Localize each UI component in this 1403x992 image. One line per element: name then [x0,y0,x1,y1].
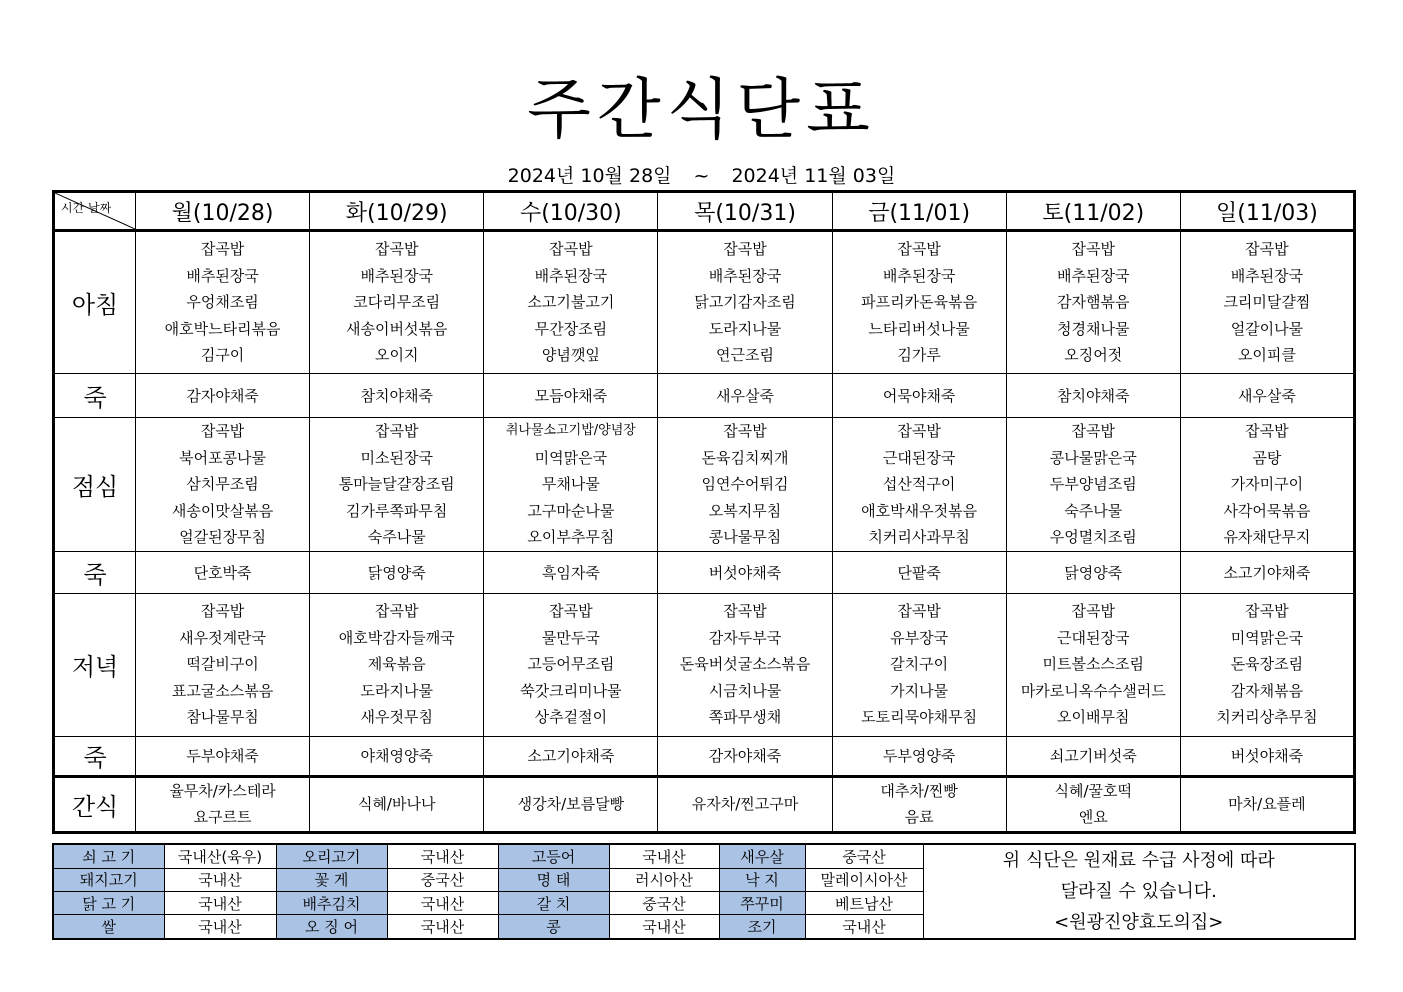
menu-item: 취나물소고기밥/양념장 [505,423,636,438]
menu-cell: 소고기야채죽 [484,736,658,776]
menu-cell: 어묵야채죽 [832,374,1006,418]
menu-item: 치커리상추무침 [1216,708,1318,727]
meal-label-porridge: 죽 [54,374,136,418]
menu-item: 김가루쪽파무침 [345,501,448,520]
menu-item: 생강차/보름달빵 [517,794,625,813]
menu-item: 잡곡밥 [549,240,593,259]
menu-cell: 닭영양죽 [1006,551,1180,593]
menu-cell: 흑임자죽 [484,551,658,593]
menu-cell [658,593,832,736]
menu-item: 콩나물맑은국 [1049,448,1137,467]
menu-item: 느타리버섯나물 [868,319,970,338]
menu-cell: 버섯야채죽 [658,551,832,593]
menu-item: 무채나물 [541,475,600,493]
menu-item: 무간장조림 [534,319,608,338]
row-snack [54,776,1355,832]
origin-ingredient: 오 징 어 [276,915,387,939]
menu-cell: 감자야채죽 [658,736,832,776]
menu-item: 배추된장국 [708,266,782,285]
origin-country: 국내산 [387,891,498,914]
menu-item: 엔요 [1078,808,1108,826]
menu-item: 식혜/바나나 [357,794,436,813]
menu-item: 가지나물 [890,681,949,700]
menu-item: 마카로니옥수수샐러드 [1020,681,1166,700]
start-date: 2024년 10월 28일 [507,165,672,187]
day-header: 화(10/29) [310,192,484,231]
menu-cell [832,418,1006,552]
menu-item: 잡곡밥 [897,602,941,621]
origin-ingredient: 낙 지 [719,868,805,891]
day-header: 월(10/28) [136,192,310,231]
row-lunch [54,418,1355,552]
menu-cell [832,776,1006,832]
menu-item: 김구이 [200,346,245,365]
origin-country: 중국산 [609,891,719,914]
row-breakfast-porridge [54,374,1355,418]
origin-country: 국내산 [387,844,498,868]
menu-item: 쪽파무생채 [708,708,782,727]
menu-item: 고등어무조림 [527,655,615,674]
menu-item: 식혜/꿀호떡 [1054,781,1133,800]
menu-cell [484,776,658,832]
menu-cell: 단호박죽 [136,551,310,593]
menu-item: 치커리사과무침 [868,528,970,546]
page-title: 주간식단표 [527,71,876,148]
menu-item: 표고굴소스볶음 [171,681,274,700]
origin-country: 국내산 [609,915,719,939]
menu-item: 갈치구이 [890,655,949,674]
row-dinner-porridge [54,736,1355,776]
menu-item: 미역맑은국 [534,448,608,467]
origin-ingredient: 오리고기 [276,844,387,868]
menu-item: 애호박감자들깨국 [338,628,455,647]
menu-item: 청경채나물 [1057,319,1130,338]
origin-country: 국내산 [164,915,276,939]
date-range [0,163,1403,189]
menu-item: 감자햄볶음 [1057,293,1130,312]
menu-item: 대추차/찐빵 [880,781,958,800]
origin-country: 국내산 [387,915,498,939]
menu-item: 파프리카돈육볶음 [861,293,978,312]
menu-item: 돈육버섯굴소스볶음 [679,655,811,674]
menu-item: 미역맑은국 [1230,628,1304,647]
menu-cell [1006,776,1180,832]
origin-country: 중국산 [805,844,923,868]
menu-item: 잡곡밥 [897,422,941,440]
origin-ingredient: 쌀 [53,915,164,939]
row-dinner [54,593,1355,736]
day-header: 일(11/03) [1180,192,1354,231]
day-header: 토(11/02) [1006,192,1180,231]
menu-cell [484,593,658,736]
menu-cell: 모듬야채죽 [484,374,658,418]
menu-cell [658,231,832,374]
origin-ingredient: 돼지고기 [53,868,164,891]
menu-cell [1180,231,1354,374]
corner-cell [54,192,136,231]
menu-cell: 감자야채죽 [136,374,310,418]
menu-item: 요구르트 [193,808,252,826]
menu-item: 잡곡밥 [1071,602,1116,621]
menu-item: 애호박새우젓볶음 [861,501,978,520]
notice-line: <원광진양효도의집> [1054,912,1224,933]
menu-item: 숙주나물 [367,528,426,546]
menu-cell: 새우살죽 [1180,374,1354,418]
origin-country: 국내산 [164,868,276,891]
menu-cell [658,776,832,832]
origin-country: 베트남산 [805,891,923,914]
menu-item: 오징어젓 [1064,346,1123,365]
origin-ingredient: 조기 [719,915,805,939]
row-breakfast [54,231,1355,374]
menu-item: 미소된장국 [360,448,433,467]
origin-country: 국내산 [609,844,719,868]
day-header: 금(11/01) [832,192,1006,231]
menu-item: 우엉멸치조림 [1049,528,1137,546]
menu-cell [1006,418,1180,552]
menu-item: 배추된장국 [1057,266,1130,285]
origin-country: 국내산 [164,891,276,914]
menu-item: 오이부추무침 [527,528,615,546]
menu-item: 유부장국 [890,628,949,647]
menu-item: 도라지나물 [360,681,433,700]
origin-ingredient: 쇠 고 기 [53,844,164,868]
origin-ingredient: 닭 고 기 [53,891,164,914]
menu-item: 돈육김치찌개 [701,448,789,467]
menu-cell [136,593,310,736]
menu-cell: 새우살죽 [658,374,832,418]
menu-item: 도토리묵야채무침 [861,708,978,727]
menu-item: 돈육장조림 [1230,655,1304,674]
menu-item: 북어포콩나물 [179,448,267,467]
menu-item: 크리미달걀찜 [1223,293,1311,312]
menu-cell: 야채영양죽 [310,736,484,776]
menu-item: 마차/요플레 [1228,794,1306,813]
menu-item: 새우젓무침 [360,708,433,727]
origin-ingredient: 배추김치 [276,891,387,914]
menu-item: 곰탕 [1252,448,1282,467]
menu-item: 잡곡밥 [1071,422,1116,440]
day-header: 목(10/31) [658,192,832,231]
day-header: 수(10/30) [484,192,658,231]
menu-cell [832,593,1006,736]
menu-item: 잡곡밥 [374,240,419,259]
menu-item: 새우젓계란국 [179,628,267,647]
menu-item: 애호박느타리볶음 [164,319,281,338]
menu-item: 두부양념조림 [1049,475,1137,493]
menu-item: 잡곡밥 [1071,240,1116,259]
menu-cell [832,231,1006,374]
menu-item: 소고기불고기 [527,293,615,312]
origin-ingredient: 콩 [498,915,609,939]
menu-item: 참나물무침 [186,708,259,727]
menu-item: 배추된장국 [360,266,433,285]
notice-line: 위 식단은 원재료 수급 사정에 따라 [1002,850,1275,871]
menu-cell: 참치야채죽 [310,374,484,418]
meal-label-porridge: 죽 [54,551,136,593]
menu-item: 고구마순나물 [527,501,615,520]
origin-country: 중국산 [387,868,498,891]
menu-item: 가자미구이 [1230,475,1304,493]
menu-item: 감자채볶음 [1230,681,1304,700]
meal-label-lunch: 점심 [54,418,136,552]
menu-item: 배추된장국 [882,266,956,285]
menu-item: 숙주나물 [1064,501,1123,520]
date-separator: ~ [693,165,710,187]
menu-item: 잡곡밥 [723,602,767,621]
menu-cell [310,418,484,552]
origin-ingredient: 꽃 게 [276,868,387,891]
header-row [54,192,1355,231]
menu-item: 떡갈비구이 [186,655,259,674]
menu-cell: 두부야채죽 [136,736,310,776]
menu-cell [1180,418,1354,552]
menu-item: 잡곡밥 [723,240,767,259]
menu-item: 잡곡밥 [374,422,419,440]
menu-item: 사각어묵볶음 [1223,501,1311,520]
menu-item: 율무차/카스테라 [169,781,276,800]
menu-item: 연근조림 [716,346,774,365]
menu-item: 통마늘달걀장조림 [338,475,455,493]
menu-item: 김가루 [897,346,941,365]
menu-cell [484,418,658,552]
menu-item: 잡곡밥 [1245,422,1289,440]
meal-label-breakfast: 아침 [54,231,136,374]
origin-country: 국내산(육우) [164,844,276,868]
menu-cell [1180,593,1354,736]
origin-ingredient: 갈 치 [498,891,609,914]
menu-item: 얼갈이나물 [1230,319,1304,338]
menu-item: 근대된장국 [1057,628,1130,647]
menu-cell: 단팥죽 [832,551,1006,593]
menu-item: 우엉채조림 [186,293,259,312]
meal-label-porridge: 죽 [54,736,136,776]
end-date: 2024년 11월 03일 [731,165,896,187]
menu-item: 콩나물무침 [708,528,782,546]
menu-item: 도라지나물 [708,319,782,338]
menu-item: 잡곡밥 [897,240,941,259]
menu-item: 잡곡밥 [200,602,245,621]
notice-line: 달라질 수 있습니다. [1060,881,1217,902]
menu-cell: 두부영양죽 [832,736,1006,776]
menu-item: 물만두국 [541,628,600,647]
menu-item: 잡곡밥 [549,602,593,621]
menu-item: 감자두부국 [708,628,782,647]
menu-item: 임연수어튀김 [701,475,789,493]
menu-item: 잡곡밥 [200,240,245,259]
menu-item: 얼갈된장무침 [179,528,267,546]
menu-cell [1006,231,1180,374]
origin-ingredient: 고등어 [498,844,609,868]
menu-item: 근대된장국 [882,448,956,467]
menu-item: 배추된장국 [534,266,608,285]
menu-item: 미트볼소스조림 [1042,655,1144,674]
origin-country: 러시아산 [609,868,719,891]
meal-label-dinner: 저녁 [54,593,136,736]
menu-item: 잡곡밥 [723,422,767,440]
menu-cell: 소고기야채죽 [1180,551,1354,593]
menu-cell: 버섯야채죽 [1180,736,1354,776]
menu-item: 잡곡밥 [1245,240,1289,259]
origin-row [53,844,1355,868]
menu-item: 배추된장국 [1230,266,1304,285]
menu-item: 유자채단무지 [1223,528,1311,546]
menu-cell: 참치야채죽 [1006,374,1180,418]
menu-cell [1180,776,1354,832]
menu-cell [310,593,484,736]
origin-table [52,843,1356,940]
menu-item: 쑥갓크리미나물 [520,681,622,700]
menu-item: 새송이버섯볶음 [345,319,448,338]
menu-item: 잡곡밥 [374,602,419,621]
menu-cell: 닭영양죽 [310,551,484,593]
menu-item: 삼치무조림 [186,475,259,493]
menu-item: 새송이맛살볶음 [171,501,274,520]
menu-item: 오이지 [374,346,419,365]
origin-country: 국내산 [805,915,923,939]
menu-item: 잡곡밥 [1245,602,1289,621]
meal-label-snack: 간식 [54,776,136,832]
menu-cell [310,776,484,832]
menu-cell [136,418,310,552]
origin-ingredient: 명 태 [498,868,609,891]
menu-item: 오이피클 [1237,346,1296,365]
origin-ingredient: 쭈꾸미 [719,891,805,914]
menu-cell [136,776,310,832]
menu-item: 음료 [904,808,934,826]
menu-item: 배추된장국 [186,266,259,285]
menu-item: 상추겉절이 [534,708,608,727]
menu-cell: 쇠고기버섯죽 [1006,736,1180,776]
menu-cell [1006,593,1180,736]
menu-item: 시금치나물 [708,681,782,700]
menu-item: 코다리무조림 [353,293,441,312]
notice-text [923,844,1355,939]
corner-label: 시간 날짜 [61,201,112,215]
menu-item: 오이배무침 [1057,708,1130,727]
menu-item: 닭고기감자조림 [694,293,796,312]
menu-cell [136,231,310,374]
menu-item: 오복지무침 [708,501,782,520]
menu-item: 양념깻잎 [541,346,600,365]
weekly-menu-table [52,190,1356,834]
menu-cell [658,418,832,552]
menu-item: 제육볶음 [367,655,426,674]
origin-ingredient: 새우살 [719,844,805,868]
menu-cell [484,231,658,374]
menu-item: 잡곡밥 [200,422,245,440]
menu-item: 유자차/찐고구마 [691,794,799,813]
menu-cell [310,231,484,374]
row-lunch-porridge [54,551,1355,593]
menu-item: 섭산적구이 [882,475,956,493]
origin-country: 말레이시아산 [805,868,923,891]
